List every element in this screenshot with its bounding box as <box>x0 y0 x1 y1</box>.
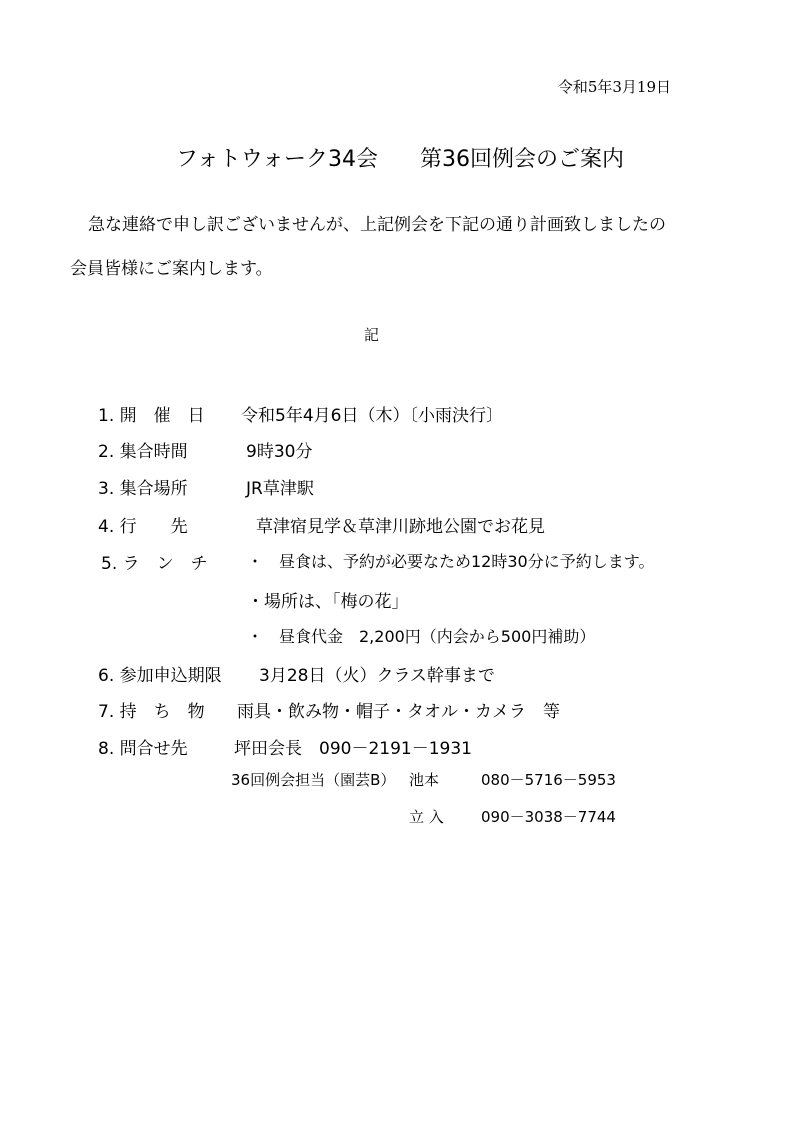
group-name: フォトウォーク34会 <box>175 147 378 172</box>
item-number: 8. <box>98 739 115 759</box>
item-1-value: 令和5年4月6日（木）〔小雨決行〕 <box>241 406 503 426</box>
contact-phone: 090－3038－7744 <box>481 808 616 826</box>
item-7 <box>98 697 205 722</box>
item-5-sub-2: ・ 昼食代金 2,200円（内会から500円補助） <box>247 627 596 646</box>
item-number: 4. <box>98 517 115 537</box>
item-number: 7. <box>98 702 115 722</box>
item-label: 行 先 <box>119 517 188 537</box>
item-8 <box>98 734 188 759</box>
item-label: 開 催 日 <box>119 406 205 426</box>
item-6-value: 3月28日（火）クラス幹事まで <box>259 666 495 686</box>
item-3 <box>98 474 188 499</box>
contact-role: 36回例会担当（園芸B） <box>231 771 396 789</box>
item-number: 1. <box>98 406 115 426</box>
event-name: 第36回例会のご案内 <box>420 147 624 172</box>
item-5-sub-1: ・場所は、「梅の花」 <box>247 592 409 612</box>
ki-heading: 記 <box>364 326 380 344</box>
contact-name: 池本 <box>409 771 440 789</box>
intro-line-1: 急な連絡で申し訳ございませんが、上記例会を下記の通り計画致しましたの <box>88 215 666 235</box>
item-5 <box>101 549 208 574</box>
item-label: 参加申込期限 <box>119 666 222 686</box>
intro-line-2: 会員皆様にご案内します。 <box>70 259 273 279</box>
item-label: 問合せ先 <box>119 739 188 759</box>
item-3-value: JR草津駅 <box>246 479 314 499</box>
item-label: 集合時間 <box>119 442 188 462</box>
item-number: 2. <box>98 442 115 462</box>
item-label: 持 ち 物 <box>119 702 205 722</box>
document-title <box>0 142 800 173</box>
item-7-value: 雨具・飲み物・帽子・タオル・カメラ 等 <box>237 702 560 722</box>
item-2 <box>98 437 188 462</box>
item-4-value: 草津宿見学＆草津川跡地公園でお花見 <box>256 517 545 537</box>
item-label: ラ ン チ <box>122 554 208 574</box>
item-label: 集合場所 <box>119 479 188 499</box>
item-5-value: ・ 昼食は、予約が必要なため12時30分に予約します。 <box>247 552 655 571</box>
item-8-value: 坪田会長 090－2191－1931 <box>234 739 472 759</box>
document-date: 令和5年3月19日 <box>557 78 671 96</box>
contact-name: 立 入 <box>409 808 444 826</box>
item-number: 3. <box>98 479 115 499</box>
contact-phone: 080－5716－5953 <box>481 771 616 789</box>
item-2-value: 9時30分 <box>246 442 313 462</box>
item-number: 6. <box>98 666 115 686</box>
item-1 <box>98 401 205 426</box>
item-4 <box>98 512 188 537</box>
item-number: 5. <box>101 554 118 574</box>
item-6 <box>98 661 222 686</box>
